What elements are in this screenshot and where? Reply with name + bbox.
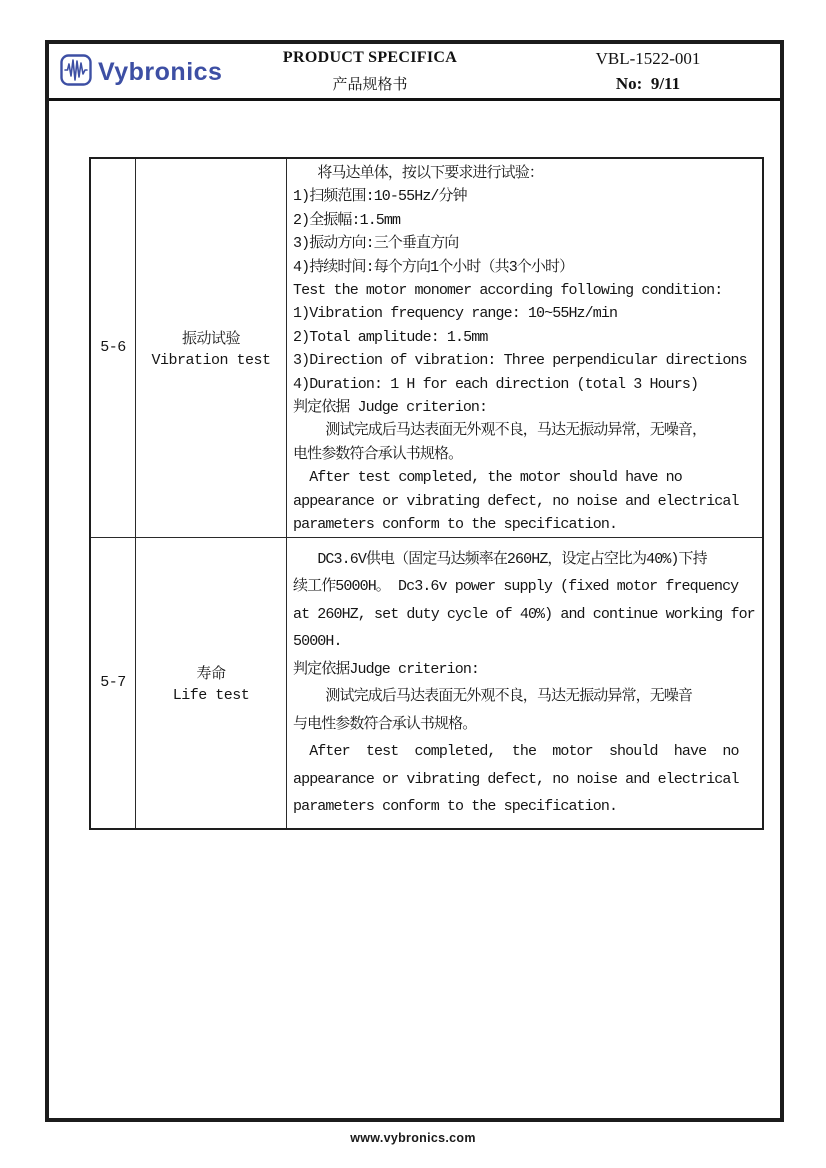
- title-block: [220, 49, 520, 94]
- spec-text-line: 与电性参数符合承认书规格。: [293, 715, 477, 733]
- table-row: [90, 158, 763, 537]
- row-id-cell: [90, 537, 136, 829]
- spec-text-line: 1)扫频范围:10-55Hz/分钟: [293, 188, 467, 206]
- spec-text-line: 3)Direction of vibration: Three perpendicular directions: [293, 352, 747, 370]
- footer-url: www.vybronics.com: [350, 1131, 476, 1145]
- row-content: [293, 162, 757, 537]
- waveform-logo-icon: [59, 53, 93, 92]
- vybronics-logo: [59, 53, 222, 92]
- spec-text-line: at 260HZ, set duty cycle of 40%) and continue working for: [293, 605, 755, 623]
- row-name-en: Vibration test: [151, 351, 271, 369]
- spec-table: [89, 157, 764, 830]
- document-header: [49, 44, 780, 101]
- spec-text-line: Test the motor monomer according following condition:: [293, 282, 723, 300]
- spec-text-line: 3)振动方向:三个垂直方向: [293, 235, 459, 253]
- spec-text-line: 4)持续时间:每个方向1个小时（共3个小时）: [293, 258, 574, 276]
- spec-text-line: 测试完成后马达表面无外观不良，马达无振动异常，无噪音，: [293, 422, 707, 440]
- spec-text-line: DC3.6V供电（固定马达频率在260HZ，设定占空比为40%)下持: [293, 550, 707, 568]
- spec-text-line: 电性参数符合承认书规格。: [293, 445, 463, 463]
- spec-text-line: 1)Vibration frequency range: 10~55Hz/min: [293, 305, 618, 323]
- row-content-cell: [287, 537, 764, 829]
- spec-text-line: 测试完成后马达表面无外观不良，马达无振动异常，无噪音: [293, 688, 693, 705]
- spec-text-line: 2)Total amplitude: 1.5mm: [293, 328, 488, 346]
- doc-number-block: [548, 49, 748, 94]
- document-title-cn: 产品规格书: [332, 77, 408, 93]
- document-title-en: PRODUCT SPECIFICA: [282, 49, 458, 66]
- spec-text-line: 判定依据Judge criterion:: [293, 660, 480, 678]
- row-id: 5-6: [100, 339, 126, 357]
- row-name-en: Life test: [172, 686, 250, 704]
- spec-text-line: 5000H.: [293, 633, 342, 650]
- spec-text-line: parameters conform to the specification.: [293, 516, 618, 534]
- spec-text-line: 判定依据 Judge criterion:: [293, 399, 488, 417]
- spec-table-body: [90, 158, 763, 829]
- row-name-cell: [136, 158, 287, 537]
- row-content-cell: [287, 158, 764, 537]
- spec-text-line: parameters conform to the specification.: [293, 798, 618, 815]
- spec-text-line: After test completed, the motor should have no: [293, 743, 739, 760]
- spec-text-line: After test completed, the motor should have no: [293, 469, 682, 487]
- row-id-cell: [90, 158, 136, 537]
- row-id: 5-7: [100, 674, 126, 692]
- spec-text-line: 将马达单体，按以下要求进行试验：: [293, 165, 543, 182]
- spec-text-line: 续工作5000H。 Dc3.6v power supply (fixed motor frequency: [293, 578, 739, 595]
- doc-number: VBL-1522-001: [595, 49, 701, 68]
- row-name-cell: [136, 537, 287, 829]
- page-frame: [45, 40, 784, 1122]
- row-name-cn: 寿命: [196, 665, 226, 683]
- row-content: [293, 546, 757, 821]
- spec-text-line: appearance or vibrating defect, no noise and electrical: [293, 492, 739, 510]
- logo-wordmark: Vybronics: [98, 58, 223, 86]
- spec-text-line: appearance or vibrating defect, no noise and electrical: [293, 770, 739, 788]
- row-name-cn: 振动试验: [181, 330, 240, 348]
- spec-text-line: 2)全振幅:1.5mm: [293, 211, 401, 229]
- spec-text-line: 4)Duration: 1 H for each direction (total 3 Hours): [293, 375, 699, 393]
- page-number: No: 9/11: [615, 74, 681, 93]
- table-row: [90, 537, 763, 829]
